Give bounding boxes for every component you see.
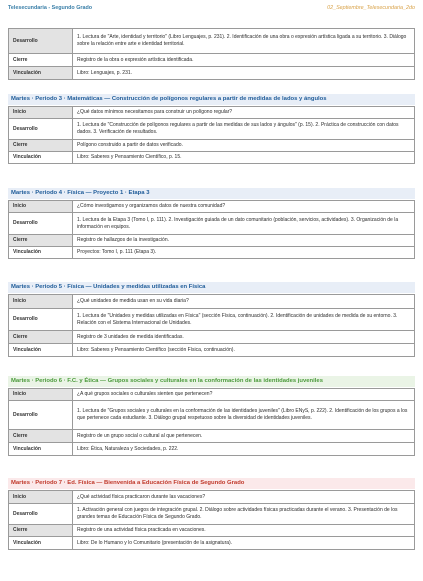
row-content: Registro de 3 unidades de medida identificadas.	[73, 331, 415, 344]
row-label: Cierre	[9, 525, 73, 537]
table-row	[9, 119, 415, 140]
table-row	[9, 235, 415, 247]
row-content: ¿Qué unidades de medida usan en su vida diaria?	[73, 295, 415, 309]
header-course: Telesecundaria - Segundo Grado	[8, 5, 93, 11]
table-row	[9, 54, 415, 67]
table-row	[9, 295, 415, 309]
row-content: Libro: De lo Humano y lo Comunitario (presentación de la asignatura).	[73, 537, 415, 550]
row-label: Vinculación	[9, 67, 73, 80]
row-content: Libro: Saberes y Pensamiento Científico, p. 15.	[73, 152, 415, 164]
table-row	[9, 525, 415, 537]
row-content: ¿Cómo investigamos y organizamos datos de nuestra comunidad?	[73, 201, 415, 213]
session-section	[8, 94, 415, 164]
table-row	[9, 107, 415, 119]
row-label: Vinculación	[9, 247, 73, 259]
table-row	[9, 201, 415, 213]
row-label: Vinculación	[9, 344, 73, 357]
row-content: Libro: Lenguajes, p. 231.	[73, 67, 415, 80]
row-label: Desarrollo	[9, 119, 73, 140]
row-content: ¿Qué datos mínimos necesitamos para construir un polígono regular?	[73, 107, 415, 119]
row-content: Polígono construido a partir de datos verificado.	[73, 140, 415, 152]
row-content: 1. Lectura de "Arte, identidad y territorio" (Libro Lenguajes, p. 231). 2. Identificación de una obra o expresión artística ligada a su territorio. 3. Diálogo sobre la relación entre arte e identidad territorial.	[73, 29, 415, 54]
row-label: Desarrollo	[9, 29, 73, 54]
row-content: Registro de hallazgos de la investigación.	[73, 235, 415, 247]
row-content: 1. Lectura de la Etapa 3 (Tomo I, p. 111). 2. Investigación guiada de un dato comunitario (población, servicios, actividades). 3. Organización de la información en equipos.	[73, 213, 415, 235]
row-label: Desarrollo	[9, 213, 73, 235]
row-label: Desarrollo	[9, 401, 73, 430]
section-title: Martes · Periodo 5 · Física — Unidades y medidas utilizadas en Física	[8, 282, 415, 294]
row-label: Inicio	[9, 295, 73, 309]
table-row	[9, 491, 415, 504]
table-row	[9, 331, 415, 344]
row-label: Vinculación	[9, 443, 73, 456]
row-label: Vinculación	[9, 152, 73, 164]
session-section	[8, 188, 415, 259]
table-row	[9, 344, 415, 357]
row-label: Cierre	[9, 54, 73, 67]
section-title: Martes · Periodo 6 · F.C. y Ética — Grupos sociales y culturales en la conformación de las identidades juveniles	[8, 376, 415, 388]
row-content: 1. Lectura de "Unidades y medidas utilizadas en Física" (sección Física, continuación). 2. Identificación de unidades de medida de su entorno. 3. Relación con el Sistema Internacional de Unidades.	[73, 309, 415, 331]
row-label: Desarrollo	[9, 309, 73, 331]
table-row	[9, 213, 415, 235]
row-label: Cierre	[9, 331, 73, 344]
continuation-table	[8, 28, 415, 80]
table-row	[9, 67, 415, 80]
row-content: ¿Qué actividad física practicaron durante las vacaciones?	[73, 491, 415, 504]
row-label: Cierre	[9, 430, 73, 443]
session-section	[8, 376, 415, 456]
row-label: Inicio	[9, 389, 73, 401]
row-label: Inicio	[9, 107, 73, 119]
table-row	[9, 309, 415, 331]
row-content: 1. Lectura de "Construcción de polígonos regulares a partir de las medidas de sus lados y ángulos" (p. 15). 2. Práctica de construcción con datos dados. 3. Verificación de resultados.	[73, 119, 415, 140]
row-content: Registro de un grupo social o cultural al que pertenecen.	[73, 430, 415, 443]
table-row	[9, 29, 415, 54]
table-row	[9, 140, 415, 152]
session-section	[8, 282, 415, 357]
row-content: Registro de la obra o expresión artística identificada.	[73, 54, 415, 67]
row-content: Libro: Saberes y Pensamiento Científico (sección Física, continuación).	[73, 344, 415, 357]
row-label: Desarrollo	[9, 504, 73, 525]
row-label: Inicio	[9, 201, 73, 213]
row-label: Vinculación	[9, 537, 73, 550]
table-row	[9, 504, 415, 525]
header-file-id: 02_Septiembre_Telesecundaria_2do	[327, 5, 415, 11]
table-row	[9, 443, 415, 456]
row-content: 1. Activación general con juegos de integración grupal. 2. Diálogo sobre actividades físicas practicadas durante el verano. 3. Presentación de los grandes temas de Educación Física de Segundo Grado.	[73, 504, 415, 525]
table-row	[9, 430, 415, 443]
section-title: Martes · Periodo 3 · Matemáticas — Construcción de polígonos regulares a partir de medidas de lados y ángulos	[8, 94, 415, 106]
row-label: Inicio	[9, 491, 73, 504]
row-content: Proyectos: Tomo I, p. 111 (Etapa 3).	[73, 247, 415, 259]
session-section	[8, 478, 415, 550]
table-row	[9, 152, 415, 164]
row-content: Libro: Ética, Naturaleza y Sociedades, p. 222.	[73, 443, 415, 456]
row-content: ¿A qué grupos sociales o culturales sienten que pertenecen?	[73, 389, 415, 401]
section-title: Martes · Periodo 7 · Ed. Física — Bienvenida a Educación Física de Segundo Grado	[8, 478, 415, 490]
row-content: Registro de una actividad física practicada en vacaciones.	[73, 525, 415, 537]
row-label: Cierre	[9, 140, 73, 152]
table-row	[9, 537, 415, 550]
table-row	[9, 401, 415, 430]
table-row	[9, 389, 415, 401]
page-header	[8, 2, 415, 14]
row-label: Cierre	[9, 235, 73, 247]
table-row	[9, 247, 415, 259]
section-title: Martes · Periodo 4 · Física — Proyecto 1 · Etapa 3	[8, 188, 415, 200]
row-content: 1. Lectura de "Grupos sociales y culturales en la conformación de las identidades juveniles" (Libro ENyS, p. 222). 2. Identificación de los grupos a los que pertenece cada estudiante. 3. Diálogo grupal respetuoso sobre la diversidad de identidades juveniles.	[73, 401, 415, 430]
